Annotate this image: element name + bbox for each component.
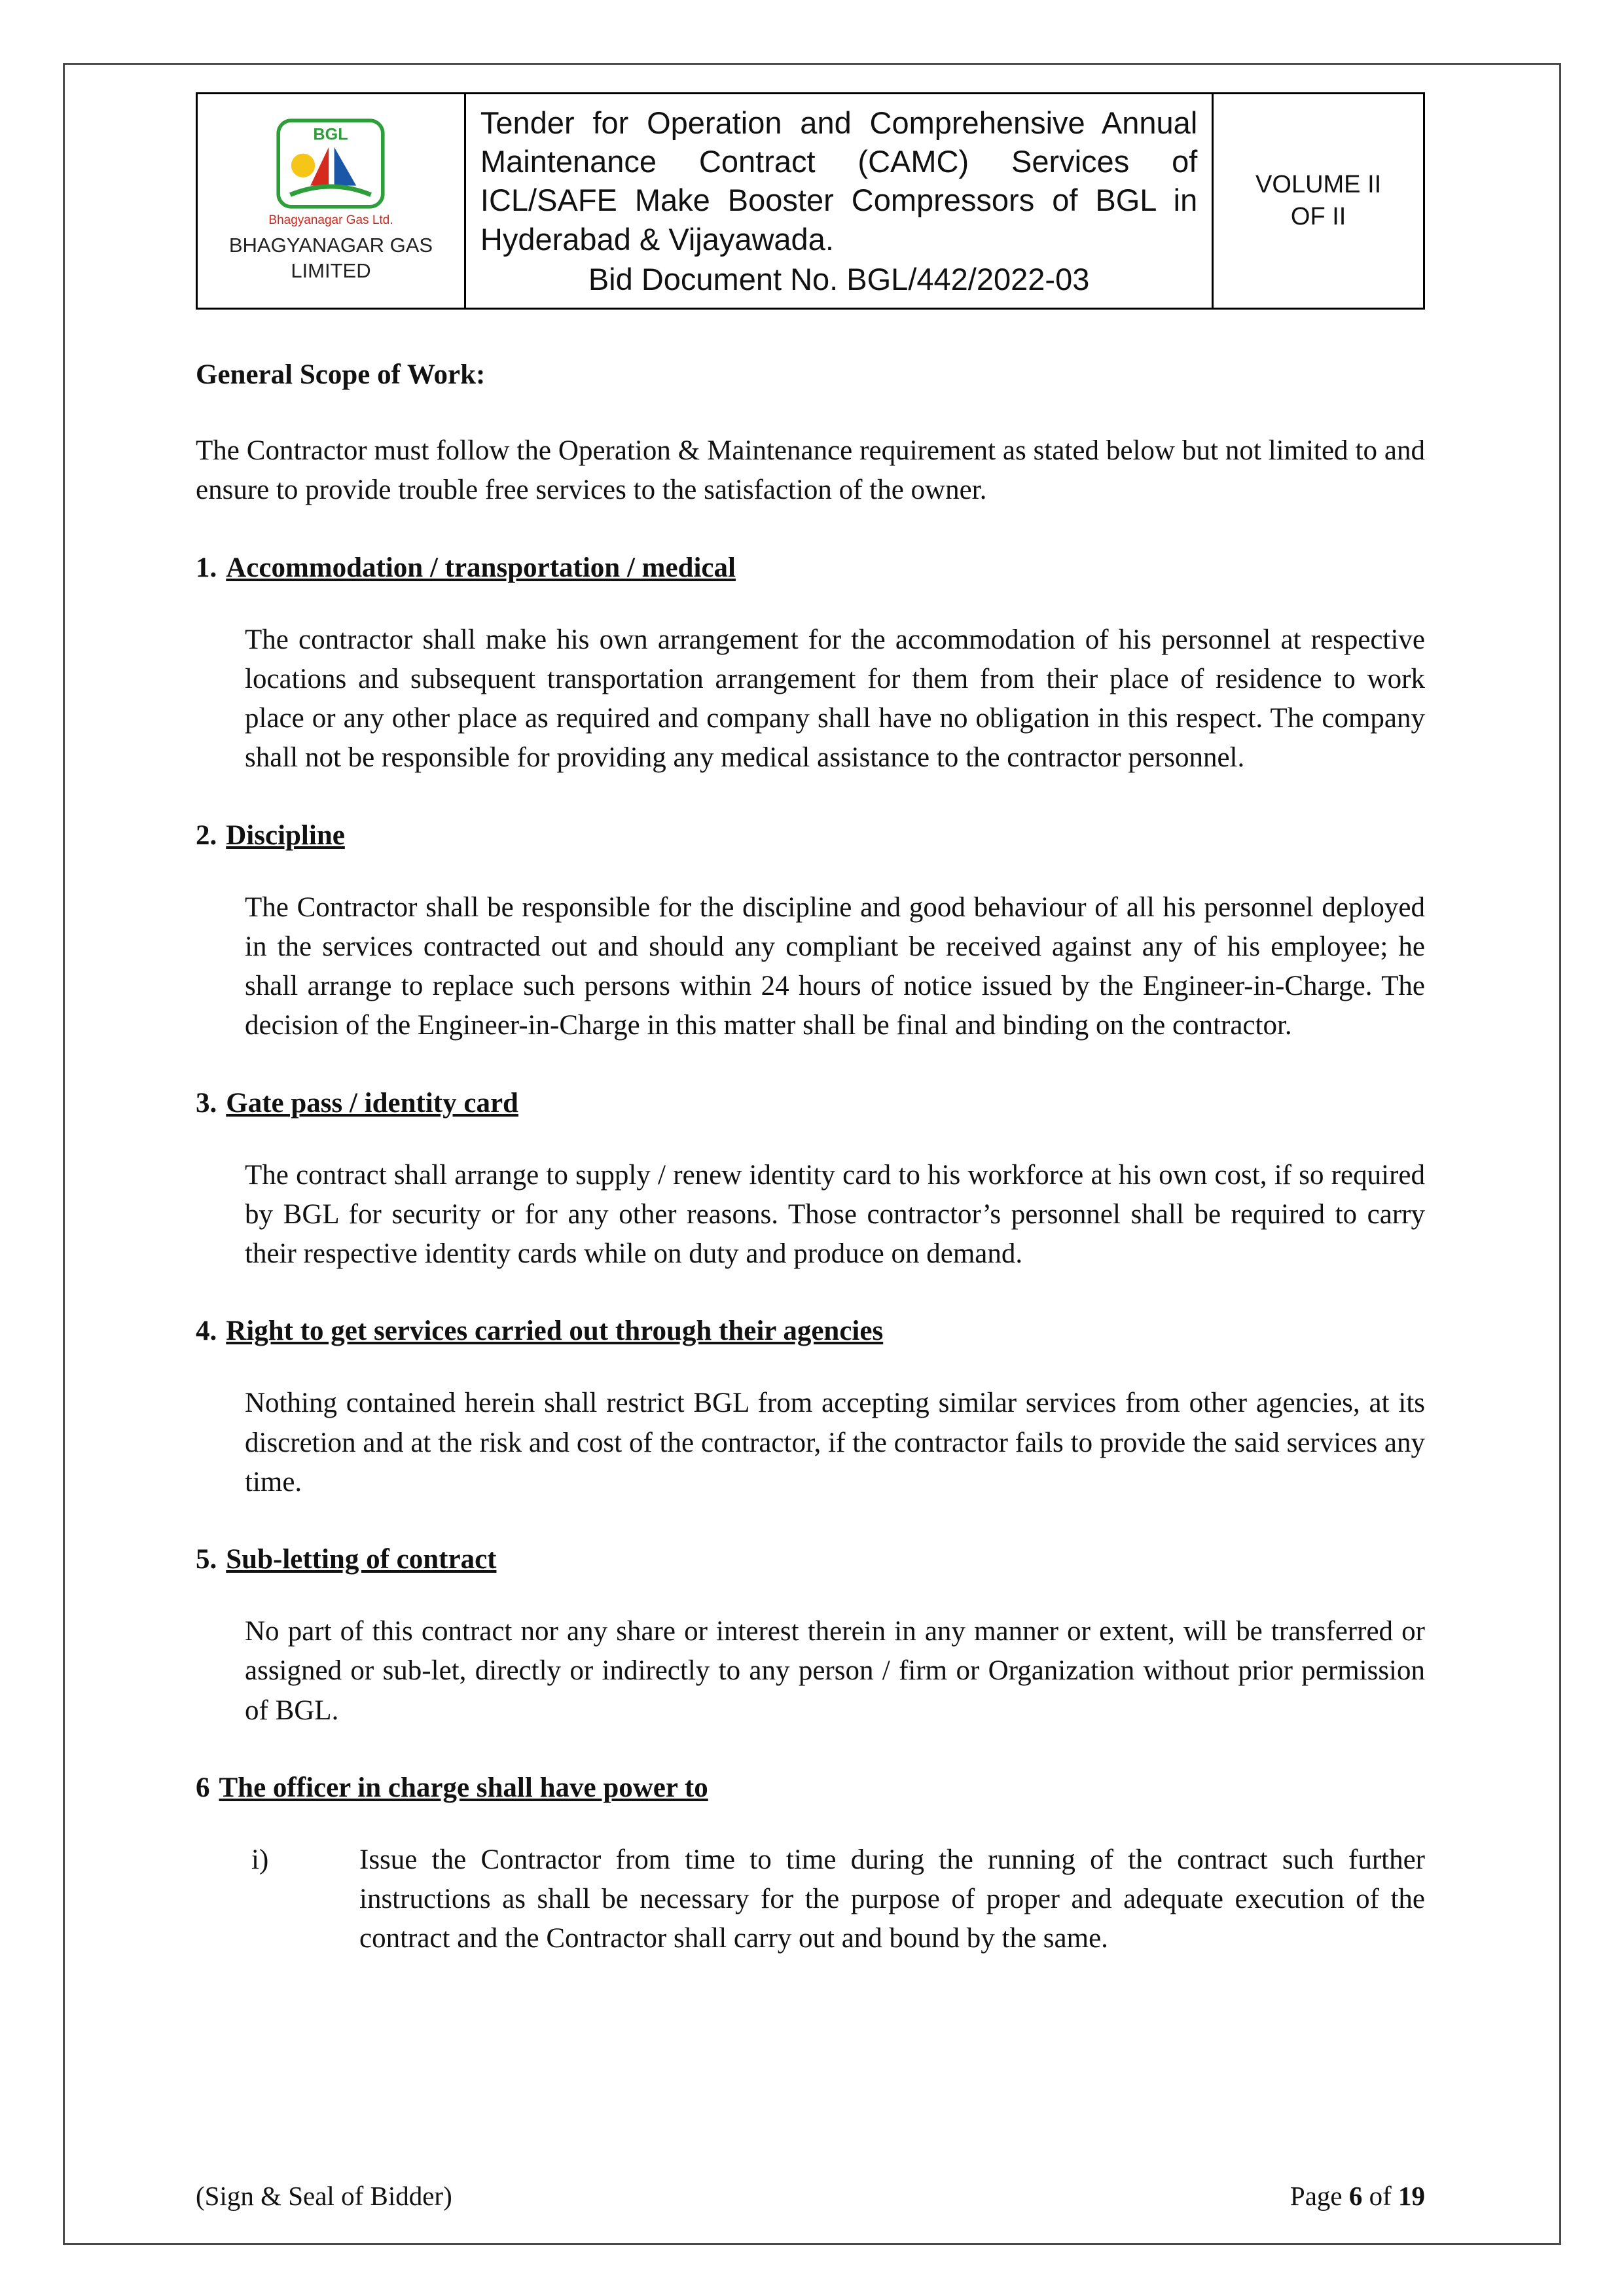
bid-document-number: Bid Document No. BGL/442/2022-03 [588,261,1090,296]
list-item-text: Issue the Contractor from time to time during the running of the contract such further instructions as shall be necessary for the purpose of proper and adequate execution of the contract and the Contractor shall carry out and bound by the same. [359,1844,1425,1954]
section-title-text: Accommodation / transportation / medical [226,552,736,583]
section-title-text: Gate pass / identity card [226,1087,518,1119]
page-word: Page [1290,2181,1343,2211]
section-right-to-services [196,1312,1425,1502]
section-heading [196,548,1425,588]
section-heading [196,1084,1425,1123]
section-number: 2. [196,819,217,851]
section-sub-letting [196,1540,1425,1731]
general-scope-heading: General Scope of Work: [196,359,486,391]
section-number: 4. [196,1316,217,1347]
section-title-text: The officer in charge shall have power to [219,1772,708,1803]
tender-title: Tender for Operation and Comprehensive Annual Maintenance Contract (CAMC) Services of ICL/SAFE Make Booster Compressors of BGL in Hyderabad & Vijayawada. [480,105,1198,257]
section-heading [196,816,1425,855]
page-footer [196,2180,1425,2215]
section-title-text: Right to get services carried out through their agencies [226,1316,884,1347]
total-pages: 19 [1398,2181,1425,2211]
section-title-text: Discipline [226,819,345,851]
list-marker: i) [251,1844,269,1875]
page-number: 6 [1348,2181,1363,2211]
section-heading [196,1312,1425,1351]
section-heading [196,1768,1425,1808]
volume-line-1: VOLUME II [1255,170,1382,198]
section-paragraph: The contract shall arrange to supply / renew identity card to his workforce at his own cost, if so required by BGL for security or for any other reasons. Those contractor’s personnel shall be required to carry their respective identity cards while on duty and produce on demand. [245,1159,1425,1270]
section-gate-pass [196,1084,1425,1274]
section-paragraph: The Contractor shall be responsible for the discipline and good behaviour of all his personnel deployed in the services contracted out and should any compliant be received against any of his employee; he shall arrange to replace such persons within 24 hours of notice issued by the Engineer-in-Charge. The decision of the Engineer-in-Charge in this matter shall be final and binding on the contractor. [245,891,1425,1041]
section-paragraph: Nothing contained herein shall restrict BGL from accepting similar services from other agencies, at its discretion and at the risk and cost of the contractor, if the contractor fails to provide the said services any time. [245,1388,1425,1498]
document-body [196,310,1425,1958]
section-number: 3. [196,1087,217,1119]
sign-seal-label: (Sign & Seal of Bidder) [196,2181,452,2211]
section-discipline [196,816,1425,1046]
section-number: 5. [196,1544,217,1575]
company-name: BHAGYANAGAR GAS LIMITED [228,234,433,282]
of-word: of [1369,2181,1392,2211]
page-border-frame [63,63,1561,2245]
section-number: 6 [196,1772,210,1803]
logo-cell [197,94,465,309]
bgl-logo-icon [275,125,386,212]
intro-paragraph: The Contractor must follow the Operation & Maintenance requirement as stated below but not limited to and ensure to provide trouble free services to the satisfaction of the owner. [196,435,1425,506]
section-paragraph: The contractor shall make his own arrangement for the accommodation of his personnel at respective locations and subsequent transportation arrangement for them from their place of residence to work place or any other place as required and company shall have no obligation in this respect. The company shall not be responsible for providing any medical assistance to the contractor personnel. [245,624,1425,774]
section-number: 1. [196,552,217,583]
logo-caption: Bhagyanagar Gas Ltd. [268,213,393,228]
section-accommodation [196,548,1425,778]
volume-line-2: OF II [1290,203,1346,231]
section-officer-in-charge [196,1768,1425,1959]
header-table [196,92,1425,310]
svg-text:BGL: BGL [313,125,349,144]
section-heading [196,1540,1425,1579]
section-paragraph: No part of this contract nor any share or interest therein in any manner or extent, will be transferred or assigned or sub-let, directly or indirectly to any person / firm or Organization without prior permission of BGL. [245,1616,1425,1726]
volume-cell [1213,94,1424,309]
section-title-text: Sub-letting of contract [226,1544,497,1575]
tender-title-cell [465,94,1212,309]
list-item-i [251,1840,1425,1959]
page-indicator [1290,2180,1425,2212]
